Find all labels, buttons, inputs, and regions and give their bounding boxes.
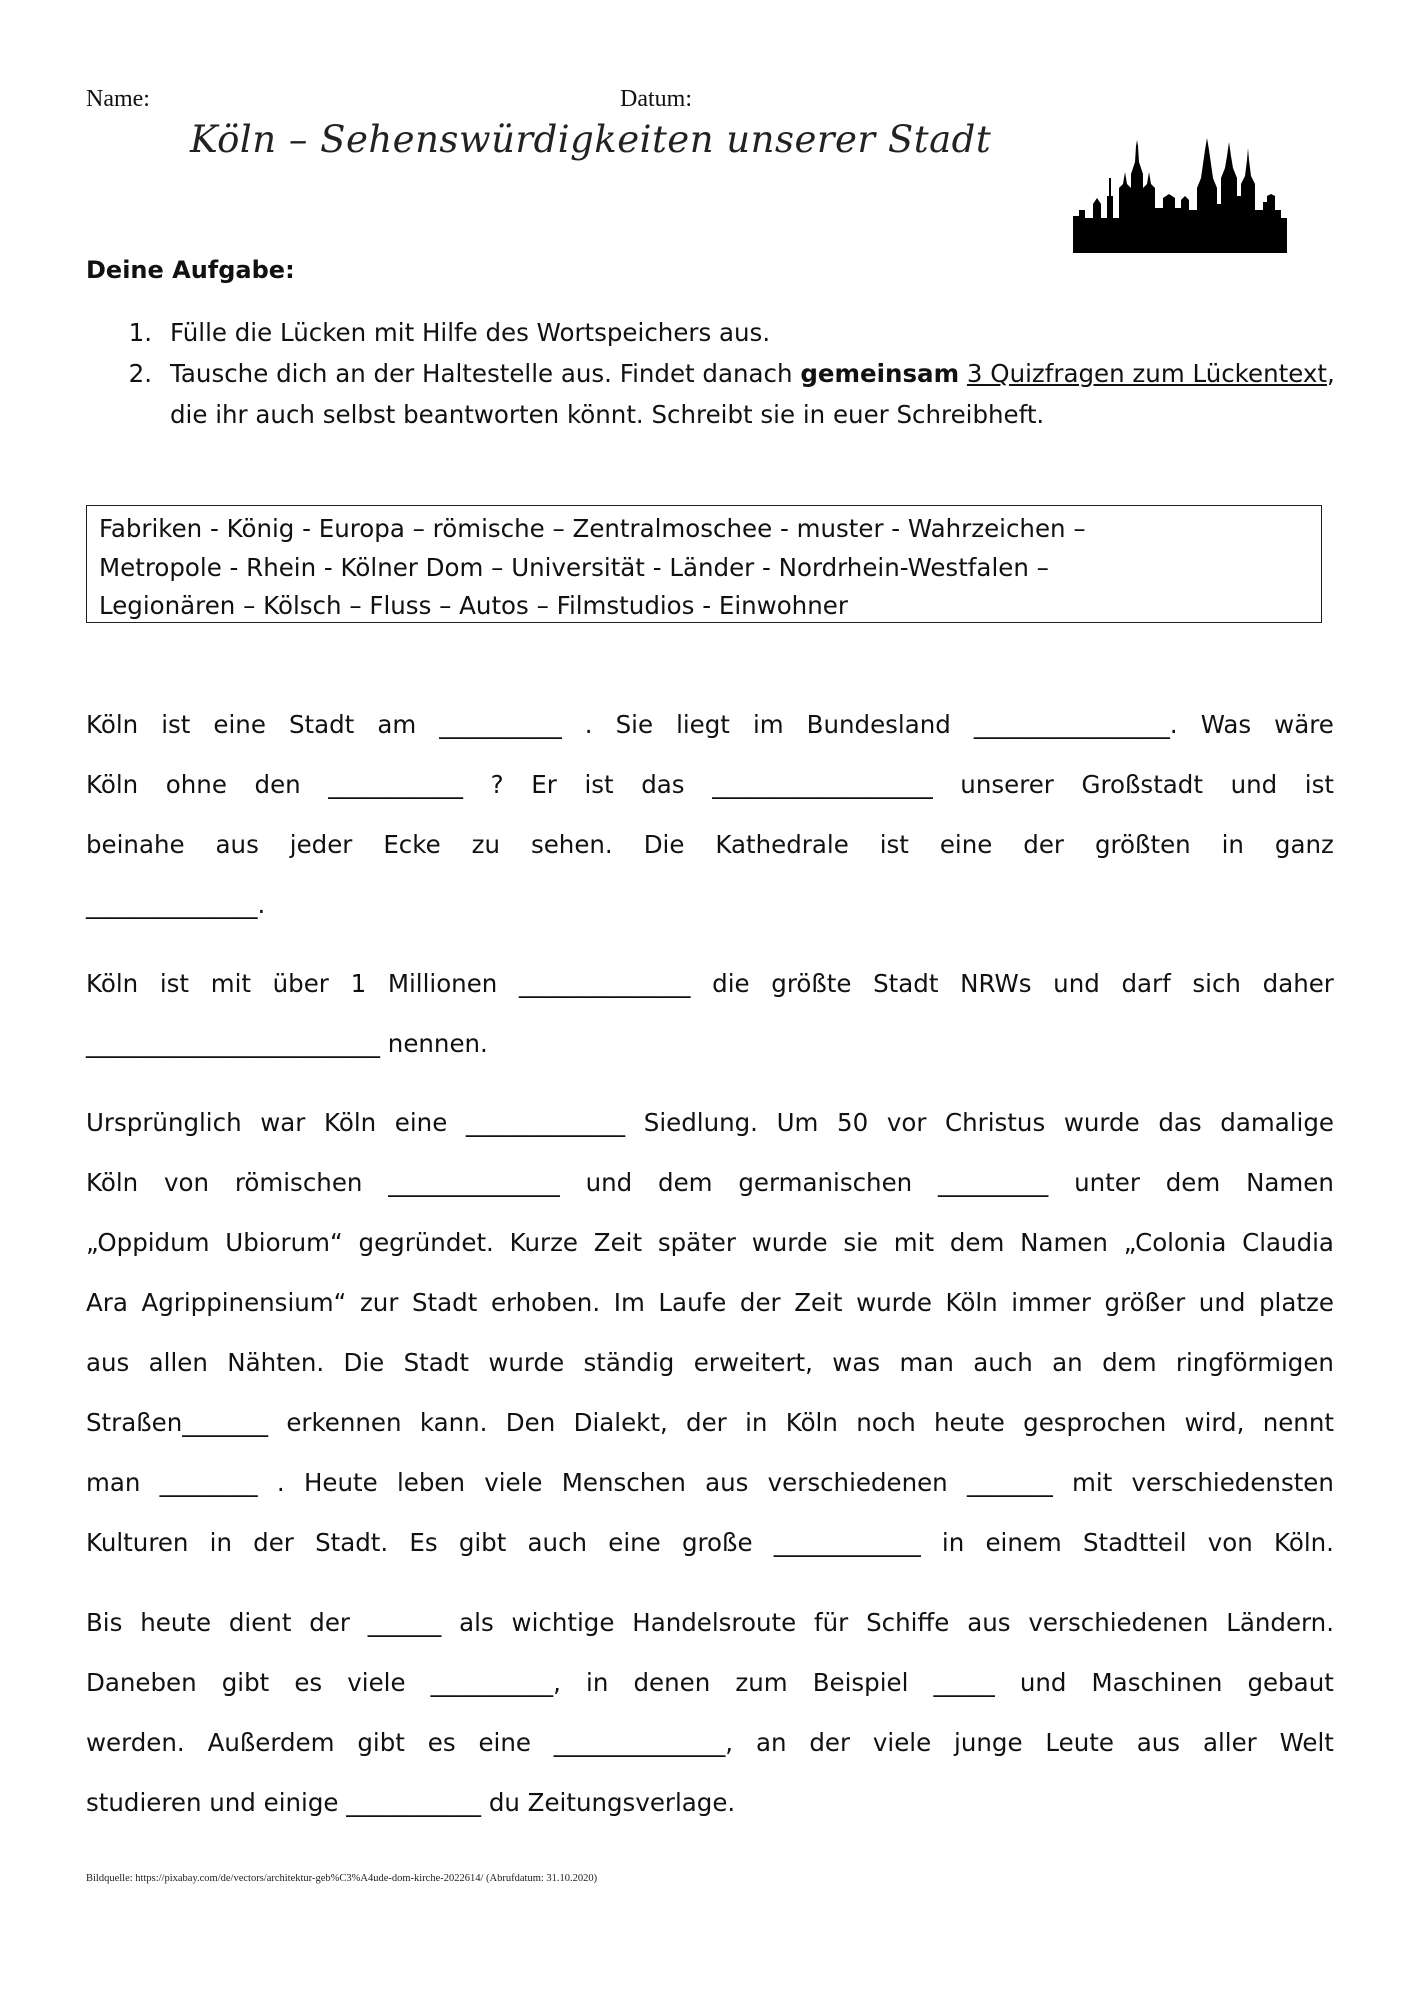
cloze-word: Köln [86, 710, 139, 739]
cloze-word: damalige [1220, 1108, 1334, 1137]
cloze-line [86, 1726, 1334, 1760]
cloze-word: ____________ [773, 1528, 921, 1557]
cloze-word: die [712, 969, 750, 998]
cloze-word: einem [985, 1528, 1062, 1557]
cloze-word: der [686, 1408, 727, 1437]
cloze-word: Heute [303, 1468, 378, 1497]
cloze-word: Christus [945, 1108, 1046, 1137]
cloze-word: ohne [165, 770, 227, 799]
cloze-word: unter [1074, 1168, 1140, 1197]
task-list [86, 312, 1336, 435]
cloze-word: viele [347, 1668, 406, 1697]
cloze-word: wichtige [511, 1608, 615, 1637]
cloze-word: Schiffe [866, 1608, 950, 1637]
cloze-word: Er [531, 770, 557, 799]
cloze-line [86, 1286, 1334, 1320]
cloze-word: _______ [966, 1468, 1053, 1497]
cloze-word: sie [843, 1228, 879, 1257]
cloze-word: ______________ [518, 969, 691, 998]
cloze-word: Stadtteil [1082, 1528, 1187, 1557]
cloze-word: Im [613, 1288, 645, 1317]
cloze-word: Köln [86, 1168, 139, 1197]
cloze-word: größten [1094, 830, 1191, 859]
cloze-word: immer [1011, 1288, 1091, 1317]
cloze-word: ganz [1274, 830, 1334, 859]
cloze-word: zur [359, 1288, 399, 1317]
cloze-word: Zeit [593, 1228, 643, 1257]
cloze-word: Den [505, 1408, 556, 1437]
cloze-word: der [739, 1288, 781, 1317]
cloze-line [86, 1606, 1334, 1640]
cloze-word: unserer [960, 770, 1054, 799]
cloze-word: aus [215, 830, 259, 859]
cloze-word: wurde [751, 1228, 828, 1257]
cloze-word: gibt [221, 1668, 270, 1697]
cloze-word: man [86, 1468, 141, 1497]
task-text-part: , die ihr auch selbst beantworten könnt. Schreibt sie in euer Schreibheft. [170, 359, 1335, 429]
cloze-word: Die [643, 830, 685, 859]
cloze-word: für [814, 1608, 849, 1637]
cloze-word: Menschen [561, 1468, 686, 1497]
cloze-word: dem [1165, 1168, 1221, 1197]
cloze-word: in [1221, 830, 1244, 859]
cloze-line [86, 768, 1334, 802]
cloze-word: kann. [419, 1408, 488, 1437]
cloze-word: Maschinen [1091, 1668, 1223, 1697]
cloze-word: am [377, 710, 417, 739]
cloze-word: Dialekt, [573, 1408, 668, 1437]
cloze-word: ständig [583, 1348, 675, 1377]
cloze-line [86, 1226, 1334, 1260]
cloze-word: der [809, 1728, 851, 1757]
cloze-word: . [276, 1468, 285, 1497]
cloze-word: Sie [615, 710, 654, 739]
task-text-bold: gemeinsam [800, 359, 960, 388]
cloze-word: Köln. [1274, 1528, 1334, 1557]
cloze-word: eine [213, 710, 266, 739]
cloze-word: sich [1192, 969, 1241, 998]
task-text-part: Tausche dich an der Haltestelle aus. Findet danach [170, 359, 801, 388]
word-bank-line: Metropole - Rhein - Kölner Dom – Universität - Länder - Nordrhein-Westfalen – [99, 552, 1049, 582]
cloze-word: NRWs [960, 969, 1032, 998]
cloze-word: an [1052, 1348, 1083, 1377]
cloze-word: Leute [1045, 1728, 1114, 1757]
task-item [86, 353, 1336, 435]
cloze-word: Ara [86, 1288, 128, 1317]
cloze-word: Kulturen [86, 1528, 189, 1557]
cloze-word: platze [1259, 1288, 1334, 1317]
task-text-underlined: 3 Quizfragen zum Lückentext [966, 359, 1327, 388]
worksheet-title: Köln – Sehenswürdigkeiten unserer Stadt [190, 118, 992, 161]
cloze-word: dem [658, 1168, 713, 1197]
cloze-word: ? [490, 770, 504, 799]
cloze-word: wird, [1184, 1408, 1245, 1437]
cloze-word: gegründet. [358, 1228, 494, 1257]
cloze-word: viele [484, 1468, 543, 1497]
cloze-word: werden. [86, 1728, 185, 1757]
cloze-word: Kathedrale [715, 830, 849, 859]
cloze-word: im [752, 710, 784, 739]
cologne-skyline-image [1073, 138, 1287, 253]
cloze-word: gebaut [1247, 1668, 1334, 1697]
cloze-word: mit [893, 1228, 935, 1257]
cloze-line [86, 1466, 1334, 1500]
cloze-word: erweitert, [693, 1348, 813, 1377]
cloze-word: Außerdem [207, 1728, 335, 1757]
task-number: 1. [128, 318, 152, 347]
cloze-word: aus [967, 1608, 1011, 1637]
cloze-word: und [585, 1168, 633, 1197]
cloze-word: den [254, 770, 301, 799]
cloze-word: _________ [938, 1168, 1049, 1197]
cloze-word: nennt [1262, 1408, 1334, 1437]
cloze-word: zu [471, 830, 501, 859]
cloze-word: junge [954, 1728, 1023, 1757]
cloze-word: eine [939, 830, 993, 859]
task-text [170, 353, 1336, 435]
cloze-word: das [1158, 1108, 1202, 1137]
cloze-word: Stadt [873, 969, 939, 998]
cloze-word: große [681, 1528, 753, 1557]
cloze-line [86, 1346, 1334, 1380]
cloze-word: beinahe [86, 830, 185, 859]
word-bank-line: Fabriken - König - Europa – römische – Zentralmoschee - muster - Wahrzeichen – [99, 514, 1086, 543]
cloze-word: „Colonia [1123, 1228, 1227, 1257]
cloze-word: jeder [289, 830, 353, 859]
cloze-word: Ubiorum“ [225, 1228, 343, 1257]
cloze-word: Köln [945, 1288, 998, 1317]
cloze-word: erkennen [286, 1408, 402, 1437]
cloze-word: ist [879, 830, 909, 859]
cloze-word: dient [228, 1608, 292, 1637]
cloze-word: __________ [439, 710, 562, 739]
cloze-word: noch [856, 1408, 916, 1437]
cloze-word: der [1023, 830, 1064, 859]
cloze-word: Beispiel [812, 1668, 909, 1697]
task-item [86, 312, 1336, 353]
cloze-word: und [1230, 770, 1278, 799]
cloze-word: Nähten. [227, 1348, 325, 1377]
cloze-word: Kurze [509, 1228, 579, 1257]
word-bank-box [86, 505, 1322, 623]
cloze-word: 50 [837, 1108, 869, 1137]
cloze-word: in [745, 1408, 768, 1437]
cloze-word: als [459, 1608, 494, 1637]
cloze-word: eine [478, 1728, 531, 1757]
cloze-word: daher [1262, 969, 1334, 998]
cloze-word: dem [949, 1228, 1005, 1257]
cloze-word: was [832, 1348, 881, 1377]
cloze-word: . [584, 710, 593, 739]
cloze-word: dem [1102, 1348, 1157, 1377]
cloze-word: erhoben. [490, 1288, 601, 1317]
cloze-word: auch [527, 1528, 588, 1557]
cloze-word: aus [1136, 1728, 1181, 1757]
cloze-word: heute [140, 1608, 212, 1637]
cloze-word: Bundesland [806, 710, 951, 739]
cloze-word: mit [1071, 1468, 1113, 1497]
cloze-word: wurde [856, 1288, 932, 1317]
image-source-footnote: Bildquelle: https://pixabay.com/de/vectors/architektur-geb%C3%A4ude-dom-kirche-2022614/ (Abrufdatum: 31.10.2020) [86, 1873, 598, 1884]
cloze-word: Köln [86, 770, 139, 799]
cloze-word: größer [1104, 1288, 1186, 1317]
cloze-word: Handelsroute [632, 1608, 797, 1637]
cloze-word: Namen [1020, 1228, 1108, 1257]
cloze-word: _____________ [465, 1108, 626, 1137]
cloze-word: Laufe [658, 1288, 727, 1317]
cloze-word: über [272, 969, 329, 998]
cloze-line [86, 967, 1334, 1001]
cloze-word: darf [1121, 969, 1171, 998]
cloze-word: Ländern. [1226, 1608, 1334, 1637]
cloze-word: denen [633, 1668, 711, 1697]
cloze-word: ist [159, 969, 190, 998]
cloze-word: und [1198, 1288, 1246, 1317]
cloze-word: war [260, 1108, 306, 1137]
cloze-word: leben [396, 1468, 465, 1497]
date-label: Datum: [620, 86, 692, 112]
cloze-line [86, 1106, 1334, 1140]
cloze-word: Zeit [794, 1288, 843, 1317]
cloze-word: Was [1200, 710, 1252, 739]
cloze-word: Großstadt [1081, 770, 1203, 799]
cloze-word: gibt [357, 1728, 405, 1757]
cloze-word: in [586, 1668, 609, 1697]
cloze-line: studieren und einige ___________ du Zeitungsverlage. [86, 1788, 736, 1817]
cloze-word: von [164, 1168, 210, 1197]
cloze-line [86, 1166, 1334, 1200]
cloze-word: Siedlung. [643, 1108, 758, 1137]
cloze-word: verschiedenen [767, 1468, 948, 1497]
cloze-word: Bis [86, 1608, 123, 1637]
cloze-word: ______________, [553, 1728, 734, 1757]
cloze-line [86, 1406, 1334, 1440]
cloze-word: der [309, 1608, 350, 1637]
cloze-word: viele [872, 1728, 932, 1757]
cloze-word: __________________ [712, 770, 933, 799]
cloze-word: Claudia [1242, 1228, 1334, 1257]
task-heading: Deine Aufgabe: [86, 256, 295, 284]
cloze-word: Welt [1279, 1728, 1334, 1757]
cloze-word: Köln [785, 1408, 838, 1437]
cloze-line [86, 1526, 1334, 1560]
cloze-word: „Oppidum [86, 1228, 210, 1257]
cloze-word: Millionen [387, 969, 498, 998]
cloze-line: ________________________ nennen. [86, 1029, 488, 1058]
cloze-word: Stadt [403, 1348, 469, 1377]
task-text: Fülle die Lücken mit Hilfe des Wortspeichers aus. [170, 318, 771, 347]
cloze-word: Stadt [412, 1288, 478, 1317]
cloze-word: Daneben [86, 1668, 197, 1697]
cloze-word: Ecke [383, 830, 441, 859]
cloze-word: ______ [367, 1608, 442, 1637]
cloze-line [86, 828, 1334, 862]
cloze-word: an [755, 1728, 787, 1757]
cloze-word: __________, [430, 1668, 561, 1697]
cloze-word: vor [886, 1108, 927, 1137]
cloze-word: später [657, 1228, 736, 1257]
cloze-word: Um [776, 1108, 819, 1137]
cloze-word: ist [1304, 770, 1334, 799]
cloze-word: ist [584, 770, 614, 799]
cloze-word: gesprochen [1023, 1408, 1167, 1437]
cloze-word: heute [934, 1408, 1005, 1437]
cloze-word: eine [394, 1108, 448, 1137]
cloze-word: sehen. [530, 830, 613, 859]
cloze-word: aus [705, 1468, 749, 1497]
cloze-word: ist [161, 710, 191, 739]
task-number: 2. [128, 359, 152, 388]
cloze-word: Es [409, 1528, 438, 1557]
cloze-word: Agrippinensium“ [141, 1288, 347, 1317]
cloze-word: aller [1202, 1728, 1257, 1757]
cloze-word: in [209, 1528, 232, 1557]
cloze-word: römischen [234, 1168, 363, 1197]
cloze-word: ringförmigen [1175, 1348, 1334, 1377]
cloze-word: ________________. [973, 710, 1178, 739]
cloze-word: zum [735, 1668, 788, 1697]
cloze-word: Stadt [288, 710, 355, 739]
cloze-word: verschiedensten [1131, 1468, 1334, 1497]
cloze-word: gibt [458, 1528, 507, 1557]
cloze-word: verschiedenen [1028, 1608, 1209, 1637]
cloze-word: größte [771, 969, 852, 998]
cloze-line: ______________. [86, 890, 266, 919]
cloze-word: germanischen [738, 1168, 913, 1197]
cloze-word: das [641, 770, 685, 799]
cloze-word: allen [148, 1348, 208, 1377]
cloze-word: ______________ [388, 1168, 560, 1197]
cloze-word: von [1207, 1528, 1253, 1557]
cloze-word: es [427, 1728, 456, 1757]
cloze-word: liegt [676, 710, 730, 739]
cloze-word: Köln [324, 1108, 377, 1137]
cloze-word: es [294, 1668, 323, 1697]
cloze-line [86, 1666, 1334, 1700]
cloze-line [86, 708, 1334, 742]
cloze-word: ________ [159, 1468, 258, 1497]
cloze-word: in [941, 1528, 965, 1557]
cloze-word: und [1053, 969, 1100, 998]
cloze-word: Köln [86, 969, 139, 998]
cloze-word: ___________ [328, 770, 464, 799]
word-bank-line: Legionären – Kölsch – Fluss – Autos – Filmstudios - Einwohner [99, 591, 848, 620]
cloze-word: Stadt. [315, 1528, 389, 1557]
cloze-word: eine [608, 1528, 661, 1557]
cloze-word: wurde [1063, 1108, 1140, 1137]
cloze-word: wäre [1274, 710, 1334, 739]
cloze-word: Straßen_______ [86, 1408, 269, 1437]
cloze-word: der [253, 1528, 294, 1557]
cloze-word: 1 [350, 969, 367, 998]
cloze-word: auch [973, 1348, 1033, 1377]
cloze-word: man [899, 1348, 954, 1377]
cloze-word: aus [86, 1348, 130, 1377]
cloze-word: Ursprünglich [86, 1108, 242, 1137]
cloze-word: Die [343, 1348, 385, 1377]
cloze-word: mit [210, 969, 251, 998]
name-label: Name: [86, 86, 150, 112]
cloze-word: und [1019, 1668, 1067, 1697]
cloze-word: _____ [933, 1668, 995, 1697]
cloze-word: wurde [488, 1348, 565, 1377]
cloze-word: Namen [1246, 1168, 1334, 1197]
